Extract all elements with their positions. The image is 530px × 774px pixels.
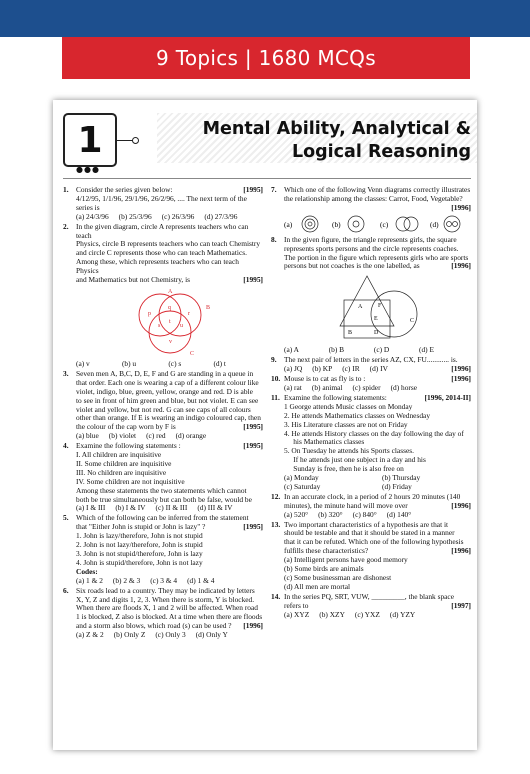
question-7 — [271, 186, 471, 235]
venn-d-small1 — [447, 221, 452, 226]
question-number: 12. — [271, 491, 281, 501]
q9-line1: The next pair of letters in the series AZ, CX, FU............ is. — [284, 355, 458, 365]
option-c: (c) spider — [352, 382, 381, 392]
option-c: (c) red — [146, 431, 166, 441]
circle-c — [149, 311, 191, 353]
option-c: (c) Some businessman are dishonest — [284, 573, 392, 582]
label-a: A — [168, 288, 173, 295]
statement: 4. He attends History classes on the day following the day of — [284, 428, 464, 438]
top-color-bar — [0, 0, 530, 37]
q6-line3: When there are floods X, 1 and 2 will be affected. When road — [76, 603, 258, 613]
label-b: B — [348, 330, 353, 337]
label-q: q — [168, 304, 171, 311]
venn-options — [284, 213, 474, 235]
question-14 — [271, 593, 471, 620]
question-5 — [63, 514, 263, 585]
statement: 3. John is not stupid/therefore, John is lazy — [76, 549, 203, 558]
option-c: (c) YXZ — [354, 609, 380, 619]
chapter-title-line1: Mental Ability, Analytical & — [202, 119, 471, 139]
year-tag: [1996] — [451, 202, 471, 212]
year-tag: [1996] — [451, 500, 471, 510]
label-p: p — [148, 310, 151, 317]
question-8 — [271, 236, 471, 356]
triangle-girls — [340, 276, 394, 326]
question-11 — [271, 394, 471, 492]
option-b: (b) 25/3/96 — [118, 211, 152, 221]
q5-line2: that "Either John is stupid or John is lazy" ? — [76, 522, 206, 532]
question-6 — [63, 587, 263, 640]
q3-line5: violet and yellow, but not red. G can see caps of all colours — [76, 404, 251, 414]
q2-line4: Among these, which represents teachers who can teach Physics — [76, 257, 239, 276]
q3-line3: violet, indigo, blue, green, yellow, orange and red. D is able — [76, 386, 253, 396]
option-b: (b) B — [328, 345, 345, 355]
q3-line2: that order. Each one is wearing a cap of a different colour like — [76, 377, 259, 387]
statement: 1. John is lazy/therefore, John is not stupid — [76, 531, 203, 541]
label-c: C — [410, 318, 415, 325]
question-number: 6. — [63, 585, 69, 595]
question-number: 11. — [271, 392, 280, 402]
q10-line1: Mouse is to cat as fly is to : — [284, 374, 366, 384]
option-c: (c) — [380, 219, 389, 229]
question-4 — [63, 442, 263, 513]
venn-b-outer — [348, 216, 364, 232]
label-d: D — [374, 330, 379, 337]
option-b: (b) XZY — [319, 609, 345, 619]
connector-line — [115, 140, 133, 141]
option-d: (d) 1 & 4 — [187, 575, 215, 585]
statement: 4. John is stupid/therefore, John is not lazy — [76, 557, 203, 567]
option-d: (d) orange — [175, 431, 207, 441]
year-tag: [1995] — [243, 522, 263, 532]
option-b: (b) Some birds are animals — [284, 564, 364, 574]
option-b: (b) — [332, 219, 341, 229]
question-9 — [271, 356, 471, 374]
label-r: r — [188, 310, 190, 317]
q4-line3: both be true simultaneously but can both be false, would be — [76, 494, 252, 504]
year-tag: [1996] — [451, 364, 471, 374]
q6-line4: 1 is blocked, Z also is blocked. At a time when there are floods — [76, 612, 263, 622]
label-f: F — [378, 303, 382, 310]
option-b: (b) 320° — [318, 509, 343, 519]
q8-line2: represents sports persons and the circle represents coaches. — [284, 243, 459, 253]
question-10 — [271, 375, 471, 393]
option-a: (a) Monday — [284, 473, 319, 483]
question-number: 5. — [63, 513, 69, 523]
question-3 — [63, 370, 263, 441]
q12-line1: In an accurate clock, in a period of 2 hours 20 minutes (140 — [284, 491, 461, 501]
year-tag: [1996] — [243, 621, 263, 631]
q3-line4: to see in front of him green and blue, but not violet. E can see — [76, 395, 259, 405]
banner-text: 9 Topics | 1680 MCQs — [156, 46, 376, 70]
right-column — [271, 186, 471, 621]
label-c: C — [190, 350, 195, 357]
q13-line3: that it can be refuted. Which one of the following hypothesis — [284, 537, 464, 547]
option-c: (c) IR — [342, 364, 360, 374]
q8-line3: The portion in the figure which represents girls who are sports — [284, 252, 469, 262]
q6-line2: X, Y, Z and digits 1, 2, 3. When there is storm, Y is blocked. — [76, 594, 255, 604]
option-a: (a) A — [284, 345, 299, 355]
venn-a-outer — [302, 216, 318, 232]
option-b: (b) u — [121, 358, 137, 368]
q13-line1: Two important characteristics of a hypothesis are that it — [284, 519, 449, 529]
topics-banner — [62, 37, 470, 79]
q7-line1: Which one of the following Venn diagrams correctly illustrates — [284, 185, 471, 194]
option-a: (a) I & III — [76, 503, 106, 513]
year-tag: [1996] — [451, 374, 471, 384]
label-t: t — [169, 318, 171, 325]
venn-a-mid — [305, 219, 315, 229]
codes-label: Codes: — [76, 566, 98, 576]
venn-a-inner — [308, 222, 312, 226]
label-b: B — [206, 304, 211, 311]
option-b: (b) animal — [311, 382, 343, 392]
q5-line1: Which of the following can be inferred from the statement — [76, 513, 249, 523]
option-a: (a) Intelligent persons have good memory — [284, 555, 408, 565]
option-c: (c) Saturday — [284, 481, 321, 491]
q13-line4: fulfills these characteristics? — [284, 546, 369, 556]
year-tag: [1995] — [243, 441, 263, 451]
question-number: 14. — [271, 591, 281, 601]
option-d: (d) t — [213, 358, 226, 368]
option-a: (a) Z & 2 — [76, 630, 104, 640]
statement: IV. Some children are not inquisitive — [76, 476, 185, 486]
label-s: s — [158, 322, 161, 329]
chapter-title — [203, 118, 471, 164]
statement: 1 George attends Music classes on Monday — [284, 401, 413, 411]
option-d: (d) E — [418, 345, 434, 355]
question-number: 1. — [63, 185, 69, 194]
venn-b-inner — [353, 221, 359, 227]
q13-line2: should be testable and that it should be stated in a manner — [284, 528, 455, 538]
statement: 2. John is not lazy/therefore, John is stupid — [76, 540, 203, 550]
option-a: (a) 1 & 2 — [76, 575, 103, 585]
option-a: (a) JQ — [284, 364, 303, 374]
q14-line2: refers to — [284, 600, 309, 610]
q14-line1: In the series PQ, SRT, VUW, _________, the blank space — [284, 591, 454, 601]
left-column — [63, 186, 263, 641]
venn-diagram-abc — [118, 285, 228, 360]
q6-line1: Six roads lead to a country. They may be indicated by letters — [76, 585, 255, 595]
question-1 — [63, 186, 263, 222]
option-a: (a) XYZ — [284, 609, 310, 619]
year-tag: [1995] — [243, 275, 263, 285]
option-c: (c) D — [373, 345, 390, 355]
q12-line2: minutes), the minute hand will move over — [284, 500, 408, 510]
question-number: 3. — [63, 368, 69, 378]
chapter-number-box — [63, 113, 117, 167]
option-b: (b) KP — [312, 364, 333, 374]
option-d: (d) YZY — [389, 609, 416, 619]
question-number: 13. — [271, 519, 281, 529]
option-c: (c) 26/3/96 — [161, 211, 195, 221]
statement: 2. He attends Mathematics classes on Wednesday — [284, 410, 431, 420]
option-b: (b) Only Z — [113, 630, 146, 640]
question-number: 10. — [271, 374, 281, 384]
option-b: (b) 2 & 3 — [112, 575, 141, 585]
statement: II. Some children are inquisitive — [76, 458, 172, 468]
option-d: (d) 140° — [386, 509, 412, 519]
question-number: 2. — [63, 221, 69, 231]
option-a: (a) 520° — [284, 509, 309, 519]
option-d: (d) All men are mortal — [284, 581, 351, 591]
book-page — [53, 100, 477, 750]
statement: his Mathematics classes — [284, 437, 365, 447]
option-a: (a) — [284, 219, 293, 229]
q8-line4: persons but not coaches is the one labelled, as — [284, 261, 420, 271]
option-b: (b) violet — [108, 431, 137, 441]
question-number: 7. — [271, 185, 277, 194]
q11-line1: Examine the following statements: — [284, 392, 387, 402]
statement: III. No children are inquisitive — [76, 467, 167, 477]
option-c: (c) 3 & 4 — [150, 575, 178, 585]
q4-line2: Among these statements the two statements which cannot — [76, 485, 247, 495]
option-c: (c) Only 3 — [155, 630, 186, 640]
q8-line1: In the given figure, the triangle represents girls, the square — [284, 234, 457, 244]
shape-diagram — [334, 274, 434, 346]
q1-line1: Consider the series given below: — [76, 185, 173, 194]
q1-line3: series is — [76, 202, 100, 212]
option-a: (a) 24/3/96 — [76, 211, 109, 221]
label-u: u — [180, 322, 183, 329]
statement: 3. His Literature classes are not on Friday — [284, 419, 408, 429]
q3-line1: Seven men A, B,C, D, E, F and G are standing in a queue in — [76, 368, 254, 378]
option-d: (d) Only Y — [195, 630, 228, 640]
q7-line2: the relationship among the classes: Carrot, Food, Vegetable? — [284, 193, 463, 203]
q4-line1: Examine the following statements : — [76, 441, 181, 451]
option-a: (a) blue — [76, 431, 99, 441]
circle-b — [159, 294, 201, 336]
venn-d-small2 — [453, 221, 458, 226]
option-d: (d) IV — [369, 364, 388, 374]
option-a: (a) v — [76, 358, 90, 368]
question-number: 9. — [271, 355, 277, 365]
statement: If he attends just one subject in a day and his — [284, 455, 426, 465]
statement: 5. On Tuesday he attends his Sports classes. — [284, 446, 414, 456]
year-tag: [1996, 2014-II] — [424, 392, 471, 402]
venn-c-right — [404, 217, 418, 231]
circle-a — [139, 294, 181, 336]
option-a: (a) rat — [284, 382, 302, 392]
question-number: 4. — [63, 441, 69, 451]
title-rule — [63, 178, 471, 179]
year-tag: [1996] — [451, 261, 471, 271]
question-13 — [271, 521, 471, 592]
chapter-dots: ●●● — [76, 165, 100, 174]
statement: I. All children are inquisitive — [76, 450, 162, 460]
option-c: (c) II & III — [155, 503, 188, 513]
venn-c-left — [396, 217, 410, 231]
option-b: (b) Thursday — [382, 473, 421, 483]
option-c: (c) 840° — [352, 509, 377, 519]
chapter-title-line2: Logical Reasoning — [291, 142, 471, 162]
q2-line2: Physics, circle B represents teachers who can teach Chemistry — [76, 239, 261, 249]
q2-line3: and circle C represents those who can teach Mathematics. — [76, 248, 247, 258]
option-d: (d) — [430, 219, 439, 229]
q1-line2: 4/12/95, 1/1/96, 29/1/96, 26/2/96, .... The next term of the — [76, 193, 247, 203]
q3-line6: other than orange. If E is wearing an indigo coloured cap, then — [76, 413, 261, 423]
label-e: E — [374, 316, 378, 323]
year-tag: [1995] — [243, 185, 263, 194]
question-2 — [63, 223, 263, 369]
q2-line5: and Mathematics but not Chemistry, is — [76, 275, 191, 285]
year-tag: [1996] — [451, 546, 471, 556]
label-v: v — [169, 338, 172, 345]
question-number: 8. — [271, 234, 277, 244]
option-d: (d) III & IV — [197, 503, 233, 513]
year-tag: [1995] — [243, 422, 263, 432]
option-c: (c) s — [168, 358, 182, 368]
year-tag: [1997] — [451, 600, 471, 610]
connector-dot — [132, 137, 139, 144]
chapter-number: 1 — [77, 119, 103, 161]
question-12 — [271, 493, 471, 520]
option-b: (b) I & IV — [115, 503, 146, 513]
q3-line7: the colour of the cap worn by F is — [76, 422, 176, 432]
label-a: A — [358, 304, 363, 311]
option-d: (d) 27/3/96 — [204, 211, 238, 221]
q6-line5: and a storm also blows, which road (s) can be used ? — [76, 621, 232, 631]
statement: Sunday is free, then he is also free on — [284, 464, 404, 474]
q2-line1: In the given diagram, circle A represents teachers who can teach — [76, 221, 249, 240]
option-d: (d) horse — [390, 382, 418, 392]
option-d: (d) Friday — [382, 481, 412, 491]
